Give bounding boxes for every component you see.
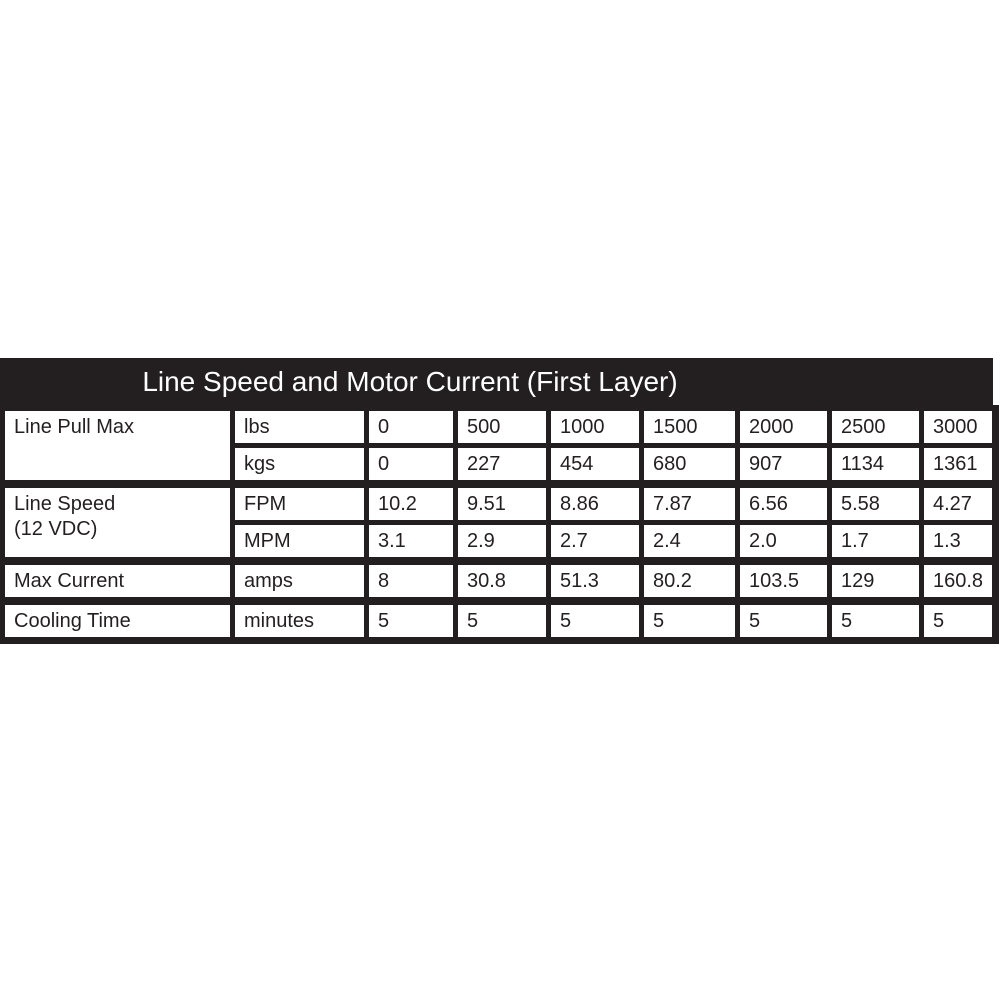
value-cell: 5 [642,601,738,641]
value-cell: 10.2 [367,484,456,523]
unit-cell: minutes [233,601,367,641]
value-cell: 2500 [830,408,922,446]
value-cell: 2.0 [738,523,830,562]
spec-data-table [0,405,999,644]
value-cell: 1361 [922,446,996,485]
value-cell: 454 [549,446,642,485]
row-group-label: Cooling Time [3,601,233,641]
value-cell: 680 [642,446,738,485]
table-row [3,484,996,523]
value-cell: 2.7 [549,523,642,562]
value-cell: 9.51 [456,484,549,523]
value-cell: 3.1 [367,523,456,562]
table-title: Line Speed and Motor Current (First Layer) [142,365,678,397]
unit-cell: amps [233,561,367,601]
value-cell: 5 [922,601,996,641]
table-row [3,408,996,446]
value-cell: 80.2 [642,561,738,601]
row-group-label: Max Current [3,561,233,601]
row-group-label: Line Pull Max [3,408,233,484]
value-cell: 30.8 [456,561,549,601]
value-cell: 2.9 [456,523,549,562]
value-cell: 5 [549,601,642,641]
value-cell: 1134 [830,446,922,485]
value-cell: 3000 [922,408,996,446]
value-cell: 5 [830,601,922,641]
value-cell: 6.56 [738,484,830,523]
value-cell: 5.58 [830,484,922,523]
row-group-label: Line Speed (12 VDC) [3,484,233,561]
unit-cell: lbs [233,408,367,446]
table-row [3,601,996,641]
value-cell: 0 [367,408,456,446]
unit-cell: FPM [233,484,367,523]
value-cell: 907 [738,446,830,485]
value-cell: 2000 [738,408,830,446]
unit-cell: MPM [233,523,367,562]
spec-table-body [3,408,996,641]
value-cell: 129 [830,561,922,601]
value-cell: 2.4 [642,523,738,562]
table-row [3,561,996,601]
value-cell: 5 [367,601,456,641]
spec-table [0,358,993,644]
value-cell: 0 [367,446,456,485]
value-cell: 51.3 [549,561,642,601]
value-cell: 1000 [549,408,642,446]
value-cell: 500 [456,408,549,446]
value-cell: 1.3 [922,523,996,562]
value-cell: 4.27 [922,484,996,523]
value-cell: 5 [738,601,830,641]
value-cell: 1500 [642,408,738,446]
value-cell: 8 [367,561,456,601]
value-cell: 7.87 [642,484,738,523]
value-cell: 227 [456,446,549,485]
value-cell: 1.7 [830,523,922,562]
table-title-bar [0,358,993,405]
value-cell: 160.8 [922,561,996,601]
value-cell: 103.5 [738,561,830,601]
value-cell: 5 [456,601,549,641]
value-cell: 8.86 [549,484,642,523]
unit-cell: kgs [233,446,367,485]
